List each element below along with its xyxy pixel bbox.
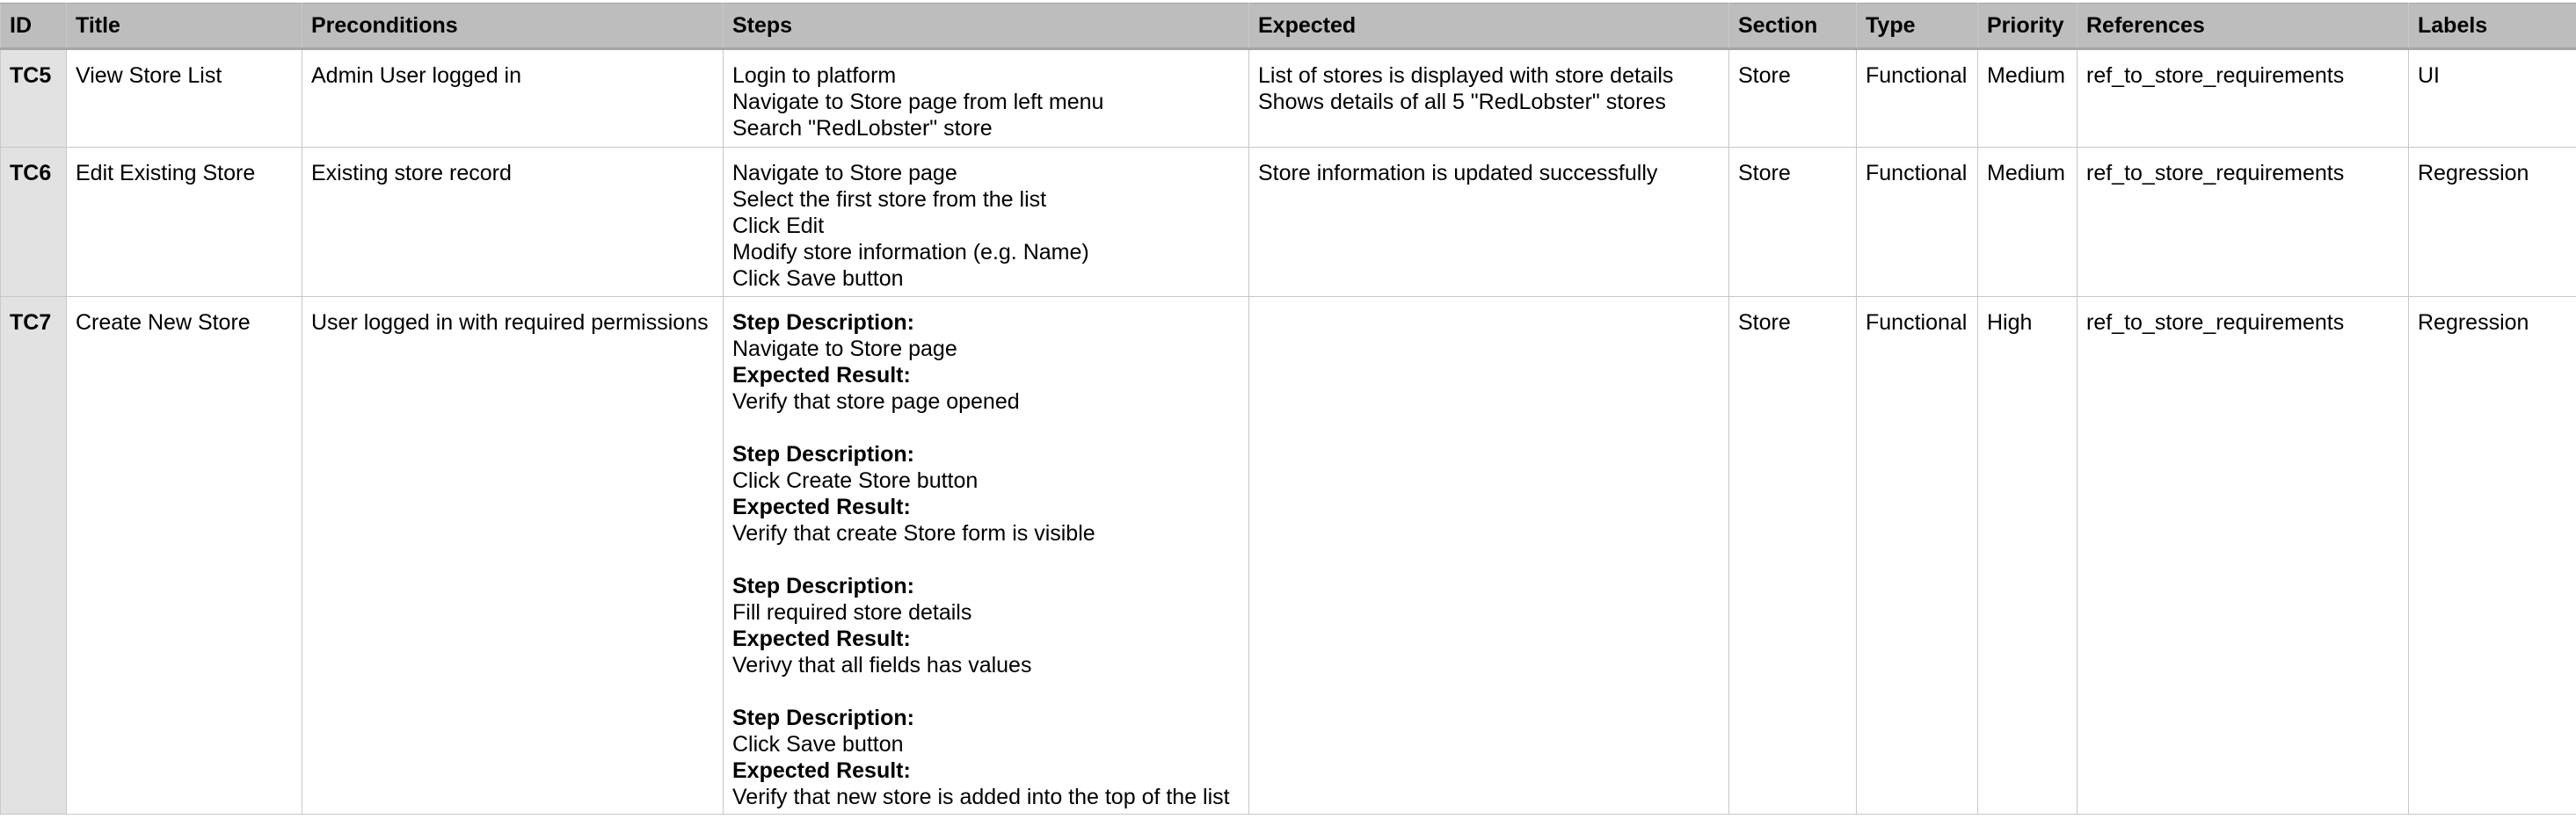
step-line: Select the first store from the list xyxy=(732,187,1047,212)
steps-cell[interactable] xyxy=(724,49,1249,148)
step-description-label: Step Description: xyxy=(732,706,914,730)
references-cell[interactable]: ref_to_store_requirements xyxy=(2078,297,2409,815)
preconditions-cell[interactable]: Admin User logged in xyxy=(302,49,724,148)
step-description-label: Step Description: xyxy=(732,442,914,467)
steps-cell[interactable] xyxy=(724,148,1249,297)
expected-result-text: Verify that new store is added into the top of the list xyxy=(732,785,1230,809)
expected-result-text: Verivy that all fields has values xyxy=(732,653,1032,678)
steps-cell[interactable] xyxy=(724,297,1249,815)
section-cell[interactable]: Store xyxy=(1729,148,1857,297)
column-header-labels[interactable]: Labels xyxy=(2409,4,2576,49)
step-line: Modify store information (e.g. Name) xyxy=(732,240,1089,265)
expected-cell[interactable] xyxy=(1249,297,1729,815)
section-cell[interactable]: Store xyxy=(1729,49,1857,148)
step-line: Login to platform xyxy=(732,63,897,88)
title-cell[interactable]: Create New Store xyxy=(67,297,302,815)
expected-result-label: Expected Result: xyxy=(732,363,911,388)
step-description-text: Click Create Store button xyxy=(732,468,979,493)
column-header-title[interactable]: Title xyxy=(67,4,302,49)
references-cell[interactable]: ref_to_store_requirements xyxy=(2078,49,2409,148)
column-header-references[interactable]: References xyxy=(2078,4,2409,49)
column-header-expected[interactable]: Expected xyxy=(1249,4,1729,49)
labels-cell[interactable]: Regression xyxy=(2409,148,2576,297)
title-cell[interactable]: Edit Existing Store xyxy=(67,148,302,297)
step-line: Click Edit xyxy=(732,214,825,238)
expected-line: List of stores is displayed with store details xyxy=(1258,63,1674,88)
step-line: Navigate to Store page from left menu xyxy=(732,90,1104,114)
type-cell[interactable]: Functional xyxy=(1857,49,1978,148)
header-row xyxy=(1,4,2576,49)
id-cell[interactable]: TC6 xyxy=(1,148,67,297)
step-line: Navigate to Store page xyxy=(732,161,957,185)
step-line: Search "RedLobster" store xyxy=(732,116,993,141)
preconditions-cell[interactable]: Existing store record xyxy=(302,148,724,297)
expected-result-label: Expected Result: xyxy=(732,627,911,651)
table-row[interactable] xyxy=(1,148,2576,297)
step-description-text: Fill required store details xyxy=(732,600,972,625)
expected-result-label: Expected Result: xyxy=(732,495,911,519)
references-cell[interactable]: ref_to_store_requirements xyxy=(2078,148,2409,297)
step-description-text: Click Save button xyxy=(732,732,904,757)
id-cell[interactable]: TC7 xyxy=(1,297,67,815)
column-header-section[interactable]: Section xyxy=(1729,4,1857,49)
priority-cell[interactable]: Medium xyxy=(1978,49,2078,148)
title-cell[interactable]: View Store List xyxy=(67,49,302,148)
type-cell[interactable]: Functional xyxy=(1857,297,1978,815)
preconditions-cell[interactable]: User logged in with required permissions xyxy=(302,297,724,815)
test-case-table xyxy=(0,3,2576,815)
id-cell[interactable]: TC5 xyxy=(1,49,67,148)
step-description-text: Navigate to Store page xyxy=(732,337,957,361)
section-cell[interactable]: Store xyxy=(1729,297,1857,815)
expected-result-label: Expected Result: xyxy=(732,758,911,783)
type-cell[interactable]: Functional xyxy=(1857,148,1978,297)
labels-cell[interactable]: Regression xyxy=(2409,297,2576,815)
expected-cell[interactable] xyxy=(1249,148,1729,297)
step-description-label: Step Description: xyxy=(732,574,914,598)
step-line: Click Save button xyxy=(732,266,904,291)
column-header-priority[interactable]: Priority xyxy=(1978,4,2078,49)
expected-line: Shows details of all 5 "RedLobster" stores xyxy=(1258,90,1666,114)
column-header-steps[interactable]: Steps xyxy=(724,4,1249,49)
step-description-label: Step Description: xyxy=(732,310,914,335)
expected-cell[interactable] xyxy=(1249,49,1729,148)
expected-line: Store information is updated successfully xyxy=(1258,161,1658,185)
column-header-type[interactable]: Type xyxy=(1857,4,1978,49)
table-row[interactable] xyxy=(1,49,2576,148)
column-header-id[interactable]: ID xyxy=(1,4,67,49)
priority-cell[interactable]: High xyxy=(1978,297,2078,815)
step-spacer xyxy=(732,547,1240,573)
step-spacer xyxy=(732,415,1240,441)
table-row[interactable] xyxy=(1,297,2576,815)
step-spacer xyxy=(732,678,1240,705)
column-header-preconditions[interactable]: Preconditions xyxy=(302,4,724,49)
expected-result-text: Verify that store page opened xyxy=(732,389,1020,414)
priority-cell[interactable]: Medium xyxy=(1978,148,2078,297)
labels-cell[interactable]: UI xyxy=(2409,49,2576,148)
expected-result-text: Verify that create Store form is visible xyxy=(732,521,1095,546)
